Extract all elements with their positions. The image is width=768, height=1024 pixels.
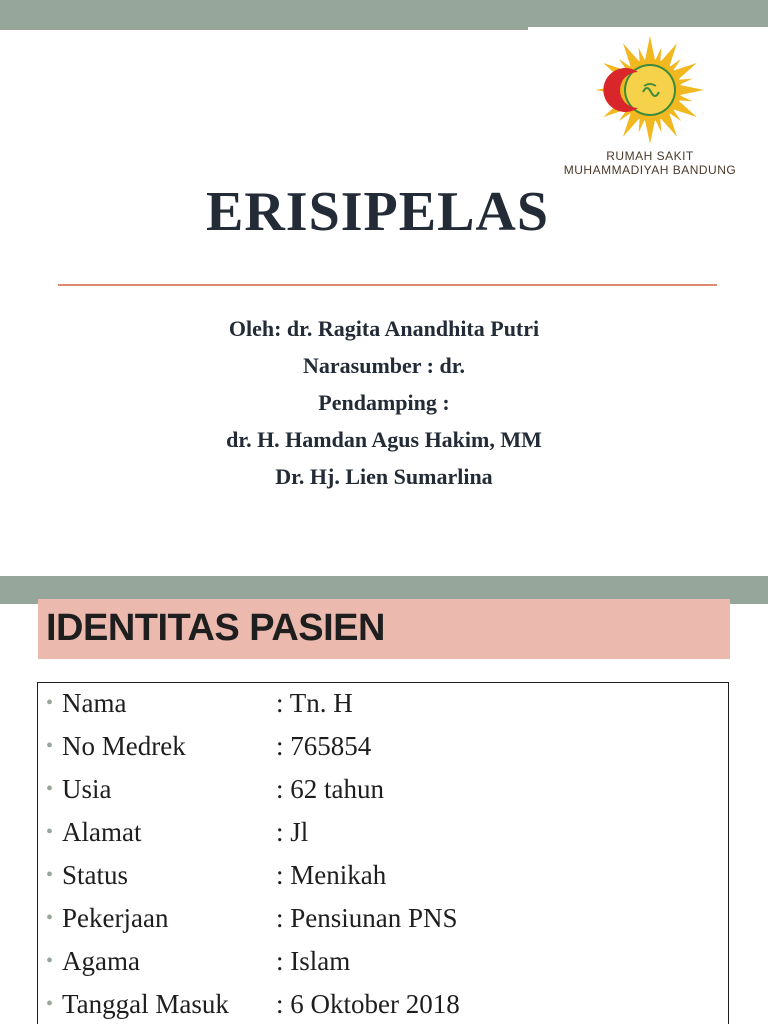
field-value: : 6 Oktober 2018 [276,989,460,1019]
field-label: Nama [62,688,127,718]
bullet-icon: • [46,692,54,714]
sun-emblem-icon [582,34,718,146]
field-label: Agama [62,946,140,976]
top-band [0,0,528,30]
section-header [38,599,730,659]
field-value: : 765854 [276,731,372,761]
list-item [46,814,726,850]
top-band-right [528,0,768,27]
list-item [46,728,726,764]
list-item [46,771,726,807]
bullet-icon: • [46,821,54,843]
field-label: Usia [62,774,112,804]
title-divider [58,284,717,286]
field-label: Alamat [62,817,142,847]
list-item [46,900,726,936]
field-value: : Tn. H [276,688,353,718]
logo-text-line2: MUHAMMADIYAH BANDUNG [563,163,737,177]
field-value: : Islam [276,946,351,976]
bullet-icon: • [46,778,54,800]
list-item [46,943,726,979]
field-value: : 62 tahun [276,774,384,804]
bullet-icon: • [46,907,54,929]
field-label: Tanggal Masuk [62,989,229,1019]
list-item [46,857,726,893]
hospital-logo [540,30,760,180]
logo-text-line1: RUMAH SAKIT [606,149,694,163]
bullet-icon: • [46,735,54,757]
field-label: Pekerjaan [62,903,169,933]
supervisor-name-2: Dr. Hj. Lien Sumarlina [275,464,493,489]
source-line: Narasumber : dr. [303,353,465,378]
author-line: Oleh: dr. Ragita Anandhita Putri [228,316,540,341]
bullet-icon: • [46,950,54,972]
bullet-icon: • [46,864,54,886]
identity-table [37,682,729,1024]
field-value: : Menikah [276,860,387,890]
field-value: : Pensiunan PNS [276,903,458,933]
field-value: : Jl [276,817,309,847]
list-item [46,986,726,1022]
bullet-icon: • [46,993,54,1015]
field-label: No Medrek [62,731,186,761]
patient-identity-slide [0,576,768,1024]
section-heading: IDENTITAS PASIEN [46,607,385,649]
slide-title: ERISIPELAS [205,181,550,243]
supervisor-label: Pendamping : [318,390,450,415]
field-label: Status [62,860,129,890]
list-item [46,685,726,721]
supervisor-name-1: dr. H. Hamdan Agus Hakim, MM [226,427,542,452]
